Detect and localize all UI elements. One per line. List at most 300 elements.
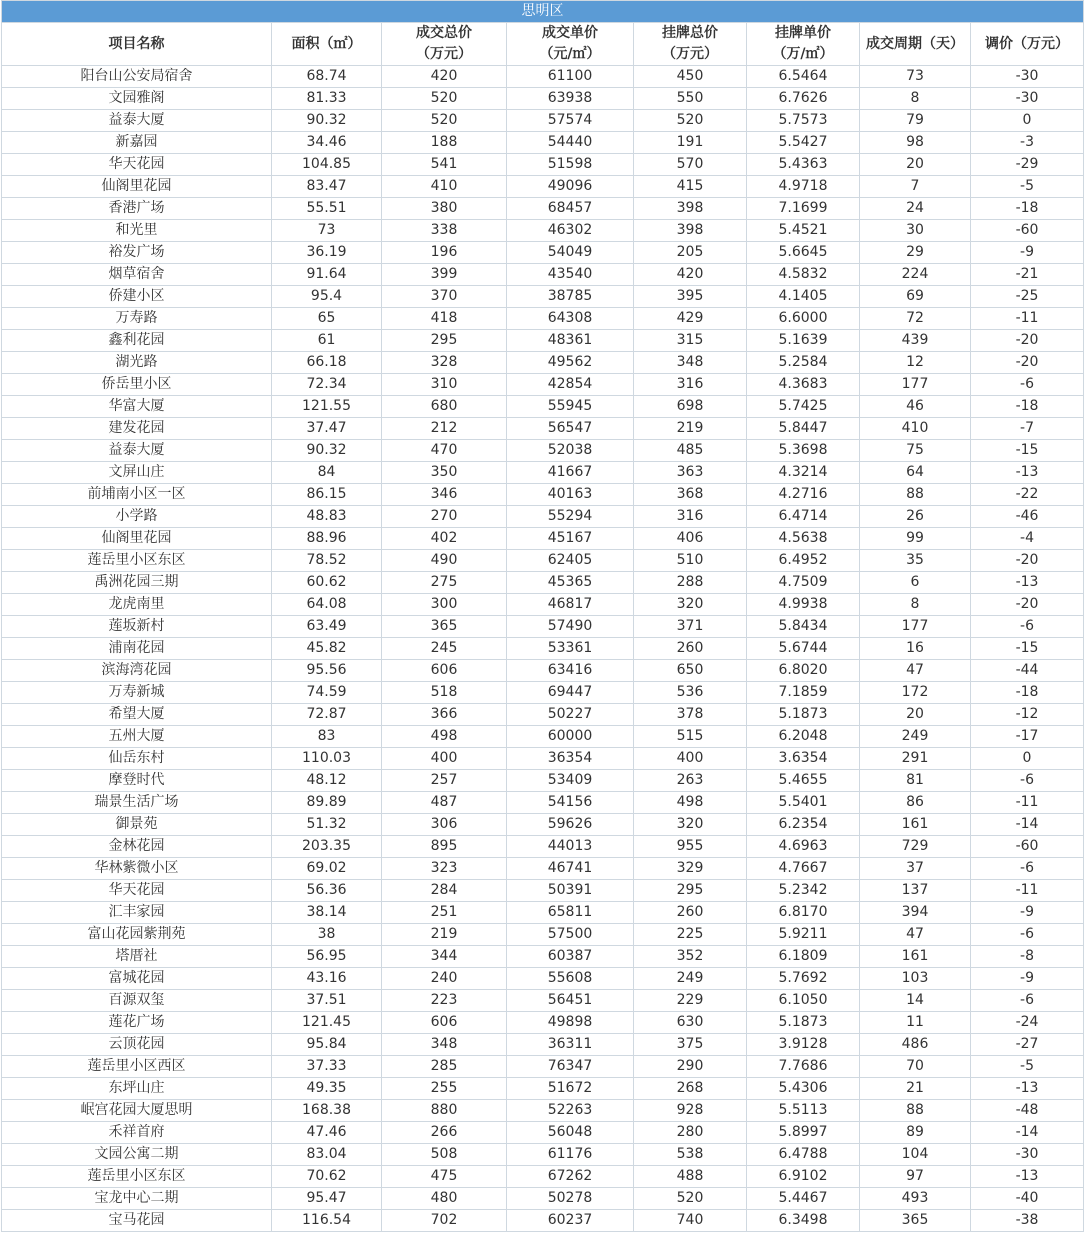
table-row — [2, 396, 1084, 418]
table-cell: -30 — [971, 1144, 1084, 1166]
table-cell: 益泰大厦 — [2, 440, 272, 462]
table-cell: 86.15 — [272, 484, 382, 506]
table-cell: 4.3683 — [747, 374, 860, 396]
table-cell: -9 — [971, 242, 1084, 264]
table-row — [2, 924, 1084, 946]
transaction-table — [1, 0, 1084, 1232]
table-cell: 华林紫微小区 — [2, 858, 272, 880]
table-cell: 36354 — [507, 748, 634, 770]
table-cell: 406 — [634, 528, 747, 550]
table-cell: 龙虎南里 — [2, 594, 272, 616]
table-cell: 4.6963 — [747, 836, 860, 858]
table-row — [2, 264, 1084, 286]
table-cell: 20 — [860, 704, 971, 726]
table-cell: 284 — [382, 880, 507, 902]
table-row — [2, 198, 1084, 220]
table-cell: 14 — [860, 990, 971, 1012]
table-cell: 岷宫花园大厦思明 — [2, 1100, 272, 1122]
table-cell: -20 — [971, 330, 1084, 352]
table-cell: -40 — [971, 1188, 1084, 1210]
table-cell: -24 — [971, 1012, 1084, 1034]
table-cell: 48.83 — [272, 506, 382, 528]
table-cell: 398 — [634, 198, 747, 220]
table-cell: 3.9128 — [747, 1034, 860, 1056]
table-cell: 121.55 — [272, 396, 382, 418]
table-cell: 仙阁里花园 — [2, 176, 272, 198]
table-cell: -11 — [971, 792, 1084, 814]
table-cell: 72 — [860, 308, 971, 330]
table-cell: 83.04 — [272, 1144, 382, 1166]
table-cell: 75 — [860, 440, 971, 462]
table-cell: 280 — [634, 1122, 747, 1144]
table-row — [2, 110, 1084, 132]
table-cell: 570 — [634, 154, 747, 176]
table-cell: 53409 — [507, 770, 634, 792]
table-row — [2, 220, 1084, 242]
table-row — [2, 1100, 1084, 1122]
table-cell: 5.4306 — [747, 1078, 860, 1100]
table-cell: 7.1699 — [747, 198, 860, 220]
table-cell: 224 — [860, 264, 971, 286]
column-header-line: 成交总价 — [416, 25, 472, 41]
table-cell: 4.1405 — [747, 286, 860, 308]
table-cell: 52263 — [507, 1100, 634, 1122]
table-cell: -44 — [971, 660, 1084, 682]
table-cell: 95.47 — [272, 1188, 382, 1210]
table-cell: -9 — [971, 968, 1084, 990]
table-cell: 223 — [382, 990, 507, 1012]
table-cell: -60 — [971, 220, 1084, 242]
table-row — [2, 572, 1084, 594]
table-row — [2, 1166, 1084, 1188]
table-row — [2, 946, 1084, 968]
table-cell: 486 — [860, 1034, 971, 1056]
table-cell: -7 — [971, 418, 1084, 440]
table-cell: -20 — [971, 594, 1084, 616]
table-cell: 裕发广场 — [2, 242, 272, 264]
column-header-line: 面积（㎡） — [291, 35, 362, 52]
table-cell: 191 — [634, 132, 747, 154]
table-row — [2, 330, 1084, 352]
table-row — [2, 1188, 1084, 1210]
table-cell: 352 — [634, 946, 747, 968]
table-cell: 300 — [382, 594, 507, 616]
table-row — [2, 770, 1084, 792]
table-cell: 62405 — [507, 550, 634, 572]
table-cell: 498 — [634, 792, 747, 814]
table-cell: 137 — [860, 880, 971, 902]
table-header-row — [2, 23, 1084, 66]
table-cell: 81.33 — [272, 88, 382, 110]
table-cell: 6 — [860, 572, 971, 594]
table-cell: 415 — [634, 176, 747, 198]
table-row — [2, 132, 1084, 154]
table-cell: 63.49 — [272, 616, 382, 638]
table-cell: 219 — [634, 418, 747, 440]
table-cell: 81 — [860, 770, 971, 792]
table-cell: 380 — [382, 198, 507, 220]
table-cell: 和光里 — [2, 220, 272, 242]
table-row — [2, 66, 1084, 88]
table-cell: 260 — [634, 902, 747, 924]
table-cell: 52038 — [507, 440, 634, 462]
table-cell: 110.03 — [272, 748, 382, 770]
column-header-line: 成交周期（天） — [866, 35, 964, 52]
column-header-line: （万元） — [416, 46, 472, 62]
table-cell: 60.62 — [272, 572, 382, 594]
table-cell: 6.3498 — [747, 1210, 860, 1232]
table-row — [2, 814, 1084, 836]
table-cell: 116.54 — [272, 1210, 382, 1232]
table-cell: 43540 — [507, 264, 634, 286]
table-cell: 270 — [382, 506, 507, 528]
table-cell: 4.5638 — [747, 528, 860, 550]
table-row — [2, 1144, 1084, 1166]
table-cell: 316 — [634, 374, 747, 396]
table-row — [2, 352, 1084, 374]
table-cell: 97 — [860, 1166, 971, 1188]
table-cell: 湖光路 — [2, 352, 272, 374]
table-row — [2, 836, 1084, 858]
table-cell: -11 — [971, 880, 1084, 902]
table-cell: 394 — [860, 902, 971, 924]
column-header — [507, 23, 634, 66]
table-cell: -6 — [971, 990, 1084, 1012]
table-cell: 366 — [382, 704, 507, 726]
table-row — [2, 308, 1084, 330]
table-cell: 320 — [634, 594, 747, 616]
table-cell: 255 — [382, 1078, 507, 1100]
table-cell: 38.14 — [272, 902, 382, 924]
table-cell: 6.5464 — [747, 66, 860, 88]
column-header — [971, 23, 1084, 66]
table-cell: 266 — [382, 1122, 507, 1144]
table-cell: 云顶花园 — [2, 1034, 272, 1056]
table-cell: 滨海湾花园 — [2, 660, 272, 682]
table-row — [2, 286, 1084, 308]
table-cell: 72.34 — [272, 374, 382, 396]
column-header-line: 挂牌单价 — [775, 25, 831, 41]
table-row — [2, 660, 1084, 682]
table-cell: 177 — [860, 374, 971, 396]
table-cell: 89.89 — [272, 792, 382, 814]
table-cell: -22 — [971, 484, 1084, 506]
table-cell: 5.8997 — [747, 1122, 860, 1144]
table-cell: 50391 — [507, 880, 634, 902]
table-cell: 219 — [382, 924, 507, 946]
table-cell: 5.1873 — [747, 1012, 860, 1034]
table-cell: 698 — [634, 396, 747, 418]
table-cell: 万寿路 — [2, 308, 272, 330]
table-cell: 518 — [382, 682, 507, 704]
table-cell: 229 — [634, 990, 747, 1012]
table-cell: 44013 — [507, 836, 634, 858]
table-cell: 240 — [382, 968, 507, 990]
table-row — [2, 902, 1084, 924]
table-cell: 前埔南小区一区 — [2, 484, 272, 506]
table-row — [2, 374, 1084, 396]
table-cell: 5.3698 — [747, 440, 860, 462]
table-cell: 富山花园紫荆苑 — [2, 924, 272, 946]
table-cell: 6.6000 — [747, 308, 860, 330]
table-cell: 260 — [634, 638, 747, 660]
table-cell: 520 — [634, 110, 747, 132]
table-cell: -60 — [971, 836, 1084, 858]
table-cell: 84 — [272, 462, 382, 484]
table-cell: 万寿新城 — [2, 682, 272, 704]
table-cell: 6.2354 — [747, 814, 860, 836]
table-cell: 104 — [860, 1144, 971, 1166]
table-cell: 新嘉园 — [2, 132, 272, 154]
table-cell: 12 — [860, 352, 971, 374]
table-cell: 56451 — [507, 990, 634, 1012]
table-cell: 5.9211 — [747, 924, 860, 946]
table-cell: 7.7686 — [747, 1056, 860, 1078]
table-cell: 64 — [860, 462, 971, 484]
table-cell: 86 — [860, 792, 971, 814]
table-cell: -27 — [971, 1034, 1084, 1056]
table-cell: 56547 — [507, 418, 634, 440]
table-cell: 5.7425 — [747, 396, 860, 418]
table-cell: -15 — [971, 440, 1084, 462]
table-cell: 6.7626 — [747, 88, 860, 110]
table-cell: -15 — [971, 638, 1084, 660]
table-cell: 56048 — [507, 1122, 634, 1144]
table-cell: 51.32 — [272, 814, 382, 836]
table-cell: 46 — [860, 396, 971, 418]
column-header — [272, 23, 382, 66]
table-cell: 79 — [860, 110, 971, 132]
table-row — [2, 726, 1084, 748]
table-cell: 51672 — [507, 1078, 634, 1100]
table-cell: 御景苑 — [2, 814, 272, 836]
table-cell: 6.2048 — [747, 726, 860, 748]
table-cell: -21 — [971, 264, 1084, 286]
table-cell: 955 — [634, 836, 747, 858]
column-header-line: 成交单价 — [542, 25, 598, 41]
table-cell: 塔厝社 — [2, 946, 272, 968]
table-cell: -13 — [971, 1078, 1084, 1100]
table-cell: 浦南花园 — [2, 638, 272, 660]
table-cell: 6.8170 — [747, 902, 860, 924]
table-cell: 487 — [382, 792, 507, 814]
table-cell: 55608 — [507, 968, 634, 990]
table-cell: 69.02 — [272, 858, 382, 880]
table-cell: 49.35 — [272, 1078, 382, 1100]
table-cell: 249 — [860, 726, 971, 748]
table-cell: 99 — [860, 528, 971, 550]
table-row — [2, 484, 1084, 506]
table-row — [2, 242, 1084, 264]
table-cell: 3.6354 — [747, 748, 860, 770]
table-cell: 6.4714 — [747, 506, 860, 528]
table-cell: 8 — [860, 594, 971, 616]
column-header-line: （万/㎡） — [772, 46, 834, 62]
table-row — [2, 616, 1084, 638]
table-cell: 35 — [860, 550, 971, 572]
table-cell: -8 — [971, 946, 1084, 968]
table-cell: -13 — [971, 462, 1084, 484]
table-row — [2, 88, 1084, 110]
table-cell: 11 — [860, 1012, 971, 1034]
table-cell: -25 — [971, 286, 1084, 308]
table-cell: 520 — [382, 110, 507, 132]
table-cell: 338 — [382, 220, 507, 242]
table-cell: 49562 — [507, 352, 634, 374]
table-cell: 480 — [382, 1188, 507, 1210]
table-cell: 400 — [634, 748, 747, 770]
table-cell: 348 — [634, 352, 747, 374]
table-cell: 67262 — [507, 1166, 634, 1188]
table-cell: 55.51 — [272, 198, 382, 220]
table-row — [2, 682, 1084, 704]
table-row — [2, 506, 1084, 528]
table-cell: 370 — [382, 286, 507, 308]
table-cell: 6.4788 — [747, 1144, 860, 1166]
table-cell: 36311 — [507, 1034, 634, 1056]
table-cell: -17 — [971, 726, 1084, 748]
table-cell: 66.18 — [272, 352, 382, 374]
table-row — [2, 1122, 1084, 1144]
table-cell: 鑫利花园 — [2, 330, 272, 352]
table-cell: 华天花园 — [2, 154, 272, 176]
table-cell: 508 — [382, 1144, 507, 1166]
table-cell: 88 — [860, 484, 971, 506]
table-cell: 37 — [860, 858, 971, 880]
table-cell: 5.2342 — [747, 880, 860, 902]
table-row — [2, 462, 1084, 484]
table-cell: 6.8020 — [747, 660, 860, 682]
table-cell: 60387 — [507, 946, 634, 968]
table-cell: 仙阁里花园 — [2, 528, 272, 550]
table-cell: -9 — [971, 902, 1084, 924]
table-cell: 43.16 — [272, 968, 382, 990]
table-cell: -29 — [971, 154, 1084, 176]
table-cell: -6 — [971, 616, 1084, 638]
table-cell: 73 — [272, 220, 382, 242]
table-cell: 益泰大厦 — [2, 110, 272, 132]
table-cell: -11 — [971, 308, 1084, 330]
table-cell: 328 — [382, 352, 507, 374]
table-cell: 450 — [634, 66, 747, 88]
table-cell: 91.64 — [272, 264, 382, 286]
table-row — [2, 1034, 1084, 1056]
table-cell: 95.56 — [272, 660, 382, 682]
table-cell: -48 — [971, 1100, 1084, 1122]
table-cell: 291 — [860, 748, 971, 770]
table-cell: 520 — [634, 1188, 747, 1210]
table-cell: 5.4655 — [747, 770, 860, 792]
table-cell: 95.84 — [272, 1034, 382, 1056]
table-cell: 53361 — [507, 638, 634, 660]
table-cell: 74.59 — [272, 682, 382, 704]
table-cell: 306 — [382, 814, 507, 836]
table-cell: 6.4952 — [747, 550, 860, 572]
table-cell: 29 — [860, 242, 971, 264]
table-cell: 46302 — [507, 220, 634, 242]
table-cell: 88 — [860, 1100, 971, 1122]
table-cell: 536 — [634, 682, 747, 704]
table-cell: 希望大厦 — [2, 704, 272, 726]
table-cell: 45365 — [507, 572, 634, 594]
table-row — [2, 792, 1084, 814]
table-cell: 729 — [860, 836, 971, 858]
table-cell: 汇丰家园 — [2, 902, 272, 924]
column-header-line: （万元） — [662, 46, 718, 62]
table-cell: 68457 — [507, 198, 634, 220]
table-cell: 24 — [860, 198, 971, 220]
table-cell: 华富大厦 — [2, 396, 272, 418]
table-cell: 0 — [971, 748, 1084, 770]
column-header-line: 挂牌总价 — [662, 25, 718, 41]
table-cell: 5.5401 — [747, 792, 860, 814]
column-header-line: （元/㎡） — [539, 46, 601, 62]
table-cell: 488 — [634, 1166, 747, 1188]
table-cell: 38785 — [507, 286, 634, 308]
table-cell: 47 — [860, 924, 971, 946]
table-row — [2, 1078, 1084, 1100]
table-cell: 禾祥首府 — [2, 1122, 272, 1144]
table-cell: 40163 — [507, 484, 634, 506]
table-cell: 仙岳东村 — [2, 748, 272, 770]
table-cell: 88.96 — [272, 528, 382, 550]
table-cell: 36.19 — [272, 242, 382, 264]
table-cell: 4.9938 — [747, 594, 860, 616]
table-cell: 69447 — [507, 682, 634, 704]
table-row — [2, 418, 1084, 440]
table-cell: 61100 — [507, 66, 634, 88]
table-cell: 64.08 — [272, 594, 382, 616]
table-cell: 5.4521 — [747, 220, 860, 242]
table-cell: 263 — [634, 770, 747, 792]
table-cell: 莲岳里小区东区 — [2, 1166, 272, 1188]
table-cell: 249 — [634, 968, 747, 990]
column-header — [382, 23, 507, 66]
table-cell: 64308 — [507, 308, 634, 330]
table-cell: 83.47 — [272, 176, 382, 198]
table-cell: 630 — [634, 1012, 747, 1034]
table-row — [2, 858, 1084, 880]
table-cell: 56.95 — [272, 946, 382, 968]
table-cell: -12 — [971, 704, 1084, 726]
table-cell: 344 — [382, 946, 507, 968]
table-cell: 莲岳里小区西区 — [2, 1056, 272, 1078]
table-cell: 172 — [860, 682, 971, 704]
table-cell: 摩登时代 — [2, 770, 272, 792]
table-cell: 538 — [634, 1144, 747, 1166]
table-cell: 16 — [860, 638, 971, 660]
table-cell: 45.82 — [272, 638, 382, 660]
table-cell: 90.32 — [272, 440, 382, 462]
table-cell: 606 — [382, 1012, 507, 1034]
table-cell: 56.36 — [272, 880, 382, 902]
table-cell: 63416 — [507, 660, 634, 682]
table-cell: 288 — [634, 572, 747, 594]
table-cell: 57574 — [507, 110, 634, 132]
table-cell: 76347 — [507, 1056, 634, 1078]
table-cell: 38 — [272, 924, 382, 946]
table-cell: -6 — [971, 924, 1084, 946]
table-cell: 51598 — [507, 154, 634, 176]
table-cell: 402 — [382, 528, 507, 550]
table-cell: -38 — [971, 1210, 1084, 1232]
table-cell: 5.7692 — [747, 968, 860, 990]
table-row — [2, 528, 1084, 550]
table-cell: 439 — [860, 330, 971, 352]
table-cell: 90.32 — [272, 110, 382, 132]
table-cell: 121.45 — [272, 1012, 382, 1034]
table-cell: 275 — [382, 572, 507, 594]
